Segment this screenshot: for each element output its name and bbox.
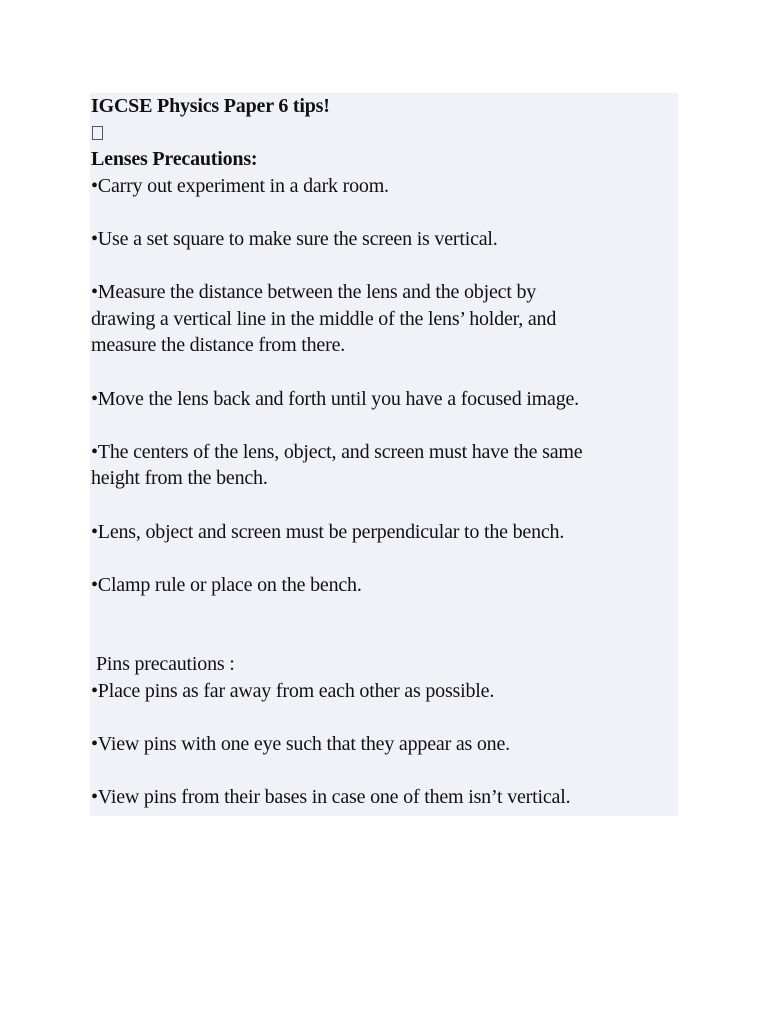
- lens-tip-focus: •Move the lens back and forth until you have a focused image.: [91, 387, 579, 410]
- pin-tip-one-eye: •View pins with one eye such that they appear as one.: [91, 733, 510, 756]
- lens-tip-perpendicular: •Lens, object and screen must be perpendicular to the bench.: [91, 520, 565, 543]
- blank-line: [91, 359, 678, 386]
- lens-tip-centers-line-2: height from the bench.: [91, 467, 268, 490]
- lens-tip-centers-line-1: •The centers of the lens, object, and screen must have the same: [91, 440, 583, 463]
- blank-line: [91, 625, 678, 652]
- blank-line: [91, 492, 678, 519]
- lens-tip-measure-line-3: measure the distance from there.: [91, 334, 346, 357]
- blank-line: [91, 253, 678, 280]
- blank-line: [91, 199, 678, 226]
- missing-glyph-icon: [92, 126, 103, 140]
- pin-tip-bases: •View pins from their bases in case one of them isn’t vertical.: [91, 786, 571, 809]
- document-title: IGCSE Physics Paper 6 tips!: [91, 95, 330, 117]
- lens-tip-measure-line-2: drawing a vertical line in the middle of the lens’ holder, and: [91, 307, 557, 330]
- blank-line: [91, 758, 678, 785]
- lens-tip-set-square: •Use a set square to make sure the screen is vertical.: [91, 227, 498, 250]
- lenses-heading: Lenses Precautions:: [91, 148, 258, 171]
- blank-line: [91, 545, 678, 572]
- blank-line: [91, 598, 678, 625]
- pin-tip-far-away: •Place pins as far away from each other as possible.: [91, 680, 495, 703]
- blank-line: [91, 412, 678, 439]
- pins-heading: Pins precautions :: [96, 653, 235, 676]
- lens-tip-dark-room: •Carry out experiment in a dark room.: [91, 174, 389, 197]
- lens-tip-clamp: •Clamp rule or place on the bench.: [91, 573, 362, 596]
- missing-glyph-row: [91, 120, 678, 147]
- tips-text-block: [90, 93, 678, 816]
- lens-tip-measure-line-1: •Measure the distance between the lens and the object by: [91, 281, 537, 304]
- blank-line: [91, 705, 678, 732]
